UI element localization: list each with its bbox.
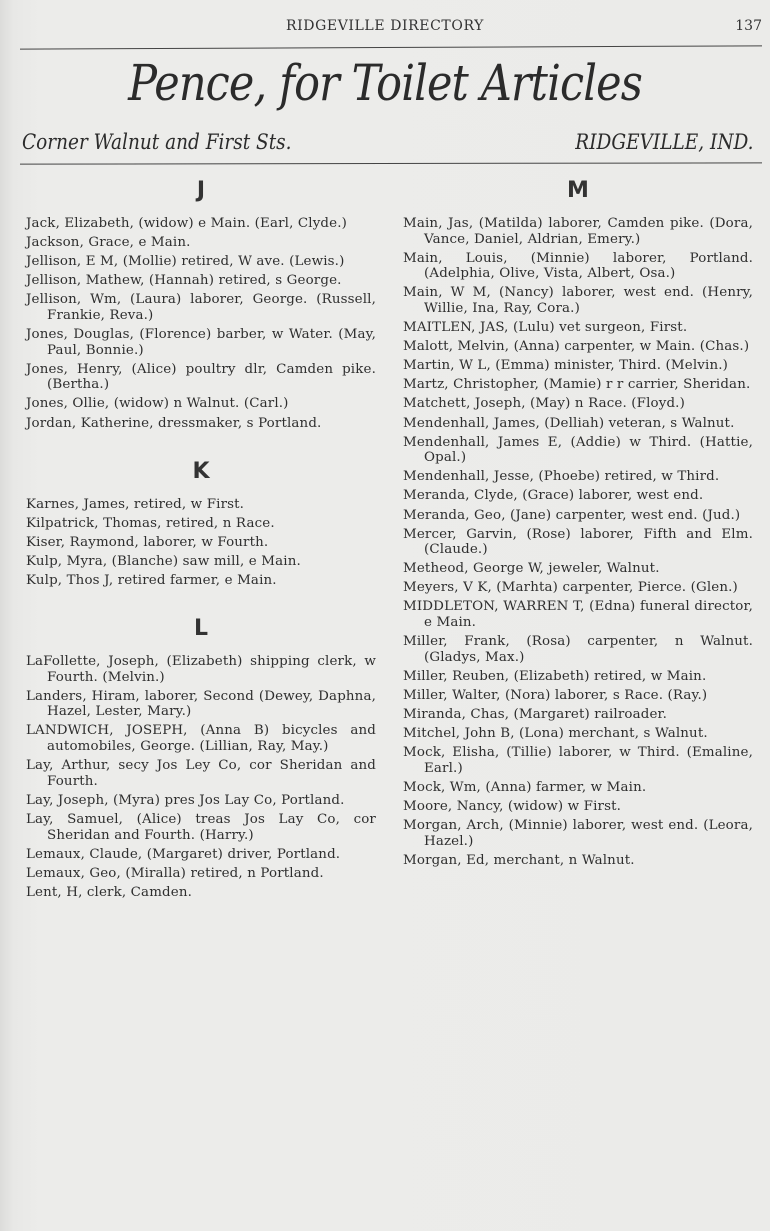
section-letter: J: [196, 178, 206, 203]
directory-entry: Jones, Douglas, (Florence) barber, w Water. (May, Paul, Bonnie.): [26, 327, 376, 358]
letter-section: [403, 176, 753, 868]
directory-entry: Mendenhall, James E, (Addie) w Third. (Hattie, Opal.): [403, 434, 753, 466]
letter-section: [26, 457, 376, 589]
directory-entry: Jones, Henry, (Alice) poultry dlr, Camden pike. (Bertha.): [26, 361, 376, 393]
directory-entry: Main, W M, (Nancy) laborer, west end. (Henry, Willie, Ina, Ray, Cora.): [403, 285, 753, 316]
directory-entry: Morgan, Ed, merchant, n Walnut.: [403, 852, 635, 868]
directory-entry: Moore, Nancy, (widow) w First.: [403, 799, 622, 814]
directory-entry: Kiser, Raymond, laborer, w Fourth.: [26, 534, 269, 550]
directory-entry: Jellison, Wm, (Laura) laborer, George. (Russell, Frankie, Reva.): [26, 292, 376, 323]
ad-address: Corner Walnut and First Sts.: [22, 130, 292, 154]
directory-entry: Miranda, Chas, (Margaret) railroader.: [403, 707, 667, 723]
section-gap: [26, 435, 376, 457]
ad-title: Pence, for Toilet Articles: [128, 54, 642, 112]
directory-entry: Miller, Walter, (Nora) laborer, s Race. (Ray.): [403, 687, 708, 703]
directory-entry: Jack, Elizabeth, (widow) e Main. (Earl, Clyde.): [26, 216, 348, 231]
left-column: [26, 176, 376, 904]
section-gap: [26, 592, 376, 614]
directory-entry: Martz, Christopher, (Mamie) r r carrier, Sheridan.: [403, 377, 751, 393]
directory-entry: Main, Jas, (Matilda) laborer, Camden pike. (Dora, Vance, Daniel, Aldrian, Emery.): [403, 216, 753, 247]
letter-section: [26, 614, 376, 900]
letter-section: [26, 176, 376, 431]
directory-entry: Mendenhall, Jesse, (Phoebe) retired, w Third.: [403, 469, 720, 485]
directory-entry: Metheod, George W, jeweler, Walnut.: [403, 561, 660, 577]
section-letter: M: [567, 178, 589, 203]
directory-entry: Lay, Samuel, (Alice) treas Jos Lay Co, cor Sheridan and Fourth. (Harry.): [26, 811, 376, 843]
running-head: [0, 18, 770, 42]
directory-entry: Lay, Joseph, (Myra) pres Jos Lay Co, Portland.: [26, 792, 345, 808]
directory-entry: Meyers, V K, (Marhta) carpenter, Pierce. (Glen.): [403, 580, 738, 596]
section-letter: K: [192, 458, 210, 484]
directory-entry: Main, Louis, (Minnie) laborer, Portland. (Adelphia, Olive, Vista, Albert, Osa.): [403, 250, 753, 282]
directory-entry: Meranda, Geo, (Jane) carpenter, west end. (Jud.): [403, 507, 741, 523]
directory-entry: Jordan, Katherine, dressmaker, s Portland.: [26, 415, 322, 431]
directory-entry: MIDDLETON, WARREN T, (Edna) funeral director, e Main.: [403, 599, 753, 631]
directory-entry: MAITLEN, JAS, (Lulu) vet surgeon, First.: [403, 320, 688, 336]
directory-entry: Matchett, Joseph, (May) n Race. (Floyd.): [403, 396, 685, 412]
directory-entry: Jackson, Grace, e Main.: [26, 235, 191, 251]
directory-entry: Kilpatrick, Thomas, retired, n Race.: [26, 515, 275, 531]
running-title: RIDGEVILLE DIRECTORY: [286, 18, 484, 34]
directory-entry: Lemaux, Claude, (Margaret) driver, Portland.: [26, 846, 341, 862]
directory-entry: Karnes, James, retired, w First.: [26, 496, 245, 512]
directory-entry: Mercer, Garvin, (Rose) laborer, Fifth and Elm. (Claude.): [403, 526, 753, 558]
directory-entry: Meranda, Clyde, (Grace) laborer, west end.: [403, 488, 704, 504]
directory-entry: Mitchel, John B, (Lona) merchant, s Walnut.: [403, 726, 708, 742]
directory-entry: Kulp, Thos J, retired farmer, e Main.: [26, 573, 277, 588]
page-number: 137: [735, 18, 762, 34]
directory-entry: Lay, Arthur, secy Jos Ley Co, cor Sheridan and Fourth.: [26, 758, 376, 789]
directory-entry: Malott, Melvin, (Anna) carpenter, w Main. (Chas.): [403, 339, 750, 355]
directory-entry: Martin, W L, (Emma) minister, Third. (Melvin.): [403, 358, 729, 374]
directory-entry: Jellison, Mathew, (Hannah) retired, s George.: [26, 273, 342, 289]
directory-entry: Morgan, Arch, (Minnie) laborer, west end. (Leora, Hazel.): [403, 818, 753, 849]
directory-entry: Lent, H, clerk, Camden.: [26, 884, 193, 900]
directory-entry: Lemaux, Geo, (Miralla) retired, n Portland.: [26, 865, 324, 881]
bottom-rule: [20, 162, 762, 164]
directory-entry: Kulp, Myra, (Blanche) saw mill, e Main.: [26, 553, 301, 569]
top-rule: [20, 45, 762, 49]
section-letter: L: [193, 616, 209, 642]
directory-entry: Jones, Ollie, (widow) n Walnut. (Carl.): [26, 396, 289, 412]
ad-city: RIDGEVILLE, IND.: [575, 130, 754, 154]
right-column: [403, 176, 753, 872]
directory-entry: Mendenhall, James, (Delliah) veteran, s Walnut.: [403, 415, 735, 431]
directory-entry: LANDWICH, JOSEPH, (Anna B) bicycles and automobiles, George. (Lillian, Ray, May.): [26, 723, 376, 755]
directory-entry: Miller, Reuben, (Elizabeth) retired, w Main.: [403, 668, 707, 684]
directory-entry: LaFollette, Joseph, (Elizabeth) shipping clerk, w Fourth. (Melvin.): [26, 654, 376, 685]
directory-entry: Jellison, E M, (Mollie) retired, W ave. (Lewis.): [26, 254, 345, 270]
directory-entry: Mock, Wm, (Anna) farmer, w Main.: [403, 779, 647, 795]
directory-entry: Mock, Elisha, (Tillie) laborer, w Third. (Emaline, Earl.): [403, 745, 753, 776]
directory-entry: Landers, Hiram, laborer, Second (Dewey, Daphna, Hazel, Lester, Mary.): [26, 688, 376, 720]
directory-entry: Miller, Frank, (Rosa) carpenter, n Walnut. (Gladys, Max.): [403, 634, 753, 665]
